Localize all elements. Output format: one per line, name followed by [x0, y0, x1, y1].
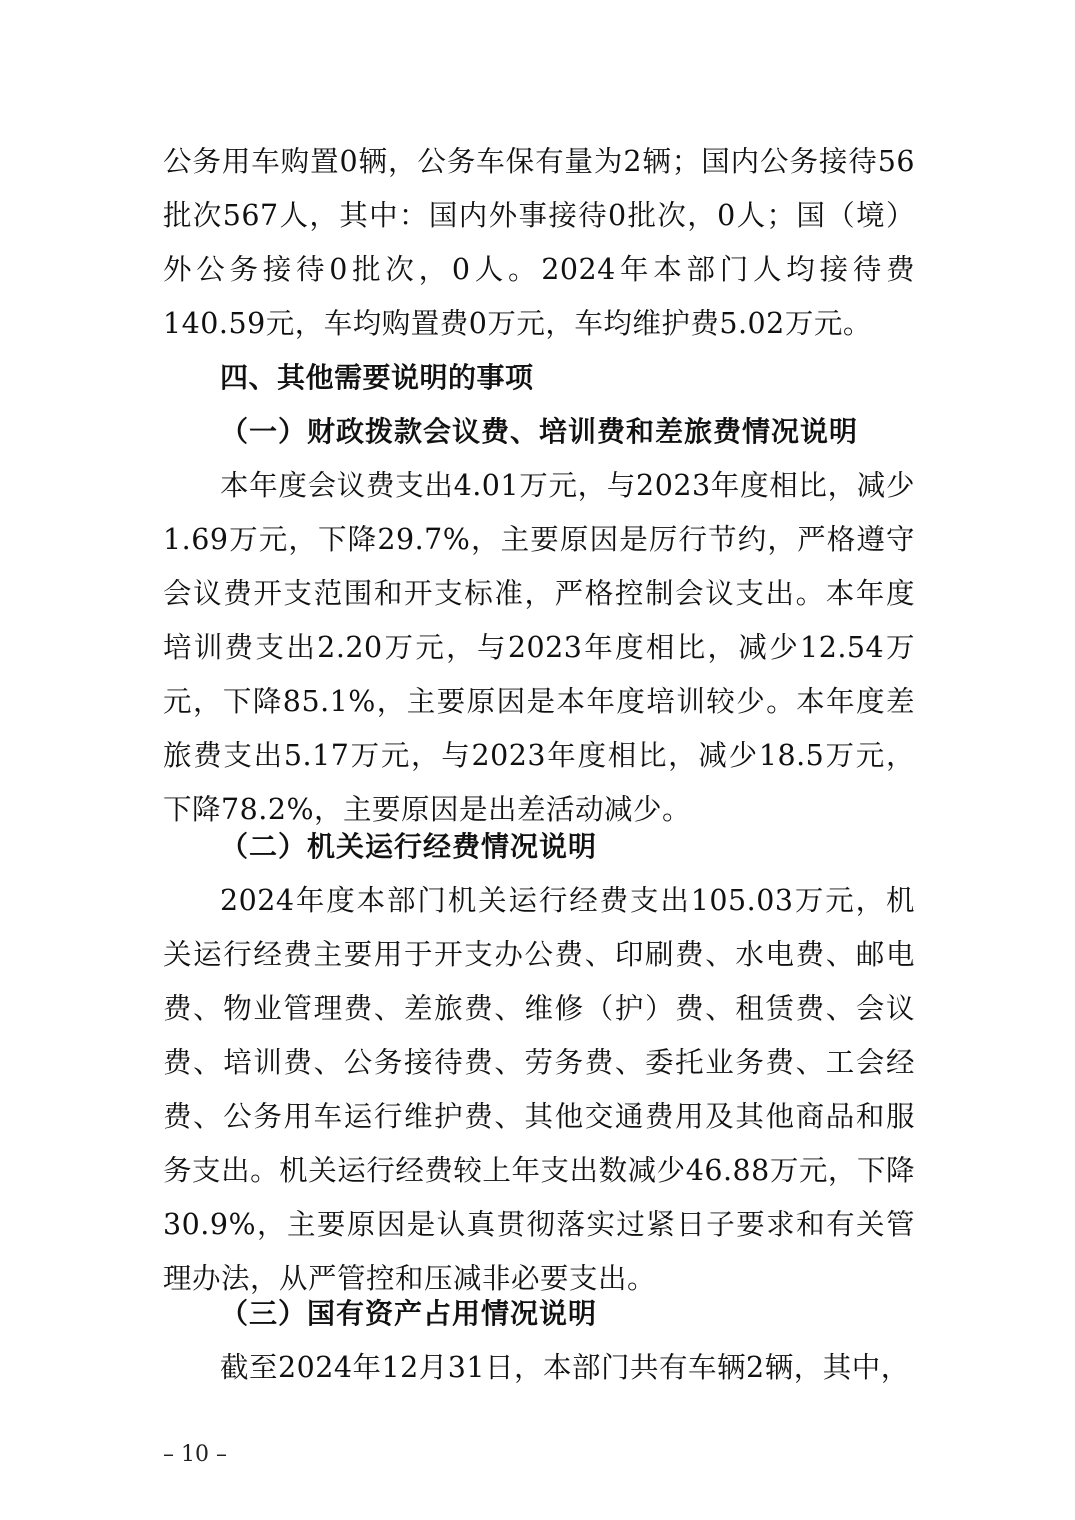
subheading-meeting-training-travel: （一）财政拨款会议费、培训费和差旅费情况说明 — [220, 415, 859, 448]
paragraph-operating-expenses: 2024年度本部门机关运行经费支出105.03万元，机关运行经费主要用于开支办公费、印刷费、水电费、邮电费、物业管理费、差旅费、维修（护）费、租赁费、会议费、培训费、公务接待费、劳务费、委托业务费、工会经费、公务用车运行维护费、其他交通费用及其他商品和服务支出。机关运行经费较上年支出数减少46.88万元，下降30.9%，主要原因是认真贯彻落实过紧日子要求和有关管理办法，从严管控和压减非必要支出。 — [163, 884, 915, 1295]
paragraph-meeting-training-travel: 本年度会议费支出4.01万元，与2023年度相比，减少1.69万元，下降29.7%，主要原因是厉行节约，严格遵守会议费开支范围和开支标准，严格控制会议支出。本年度培训费支出2.20万元，与2023年度相比，减少12.54万元，下降85.1%，主要原因是本年度培训较少。本年度差旅费支出5.17万元，与2023年度相比，减少18.5万元，下降78.2%，主要原因是出差活动减少。 — [163, 469, 915, 826]
subheading-operating-expenses: （二）机关运行经费情况说明 — [220, 830, 598, 863]
subheading-state-assets: （三）国有资产占用情况说明 — [220, 1297, 598, 1330]
section-heading-other-matters: 四、其他需要说明的事项 — [220, 361, 534, 394]
paragraph-state-assets: 截至2024年12月31日，本部门共有车辆2辆，其中， — [220, 1351, 910, 1384]
page-number: – 10 – — [163, 1442, 227, 1467]
paragraph-vehicle-reception: 公务用车购置0辆，公务车保有量为2辆；国内公务接待56批次567人，其中：国内外事接待0批次，0人；国（境）外公务接待0批次，0人。2024年本部门人均接待费140.59元，车均购置费0万元，车均维护费5.02万元。 — [163, 145, 915, 340]
